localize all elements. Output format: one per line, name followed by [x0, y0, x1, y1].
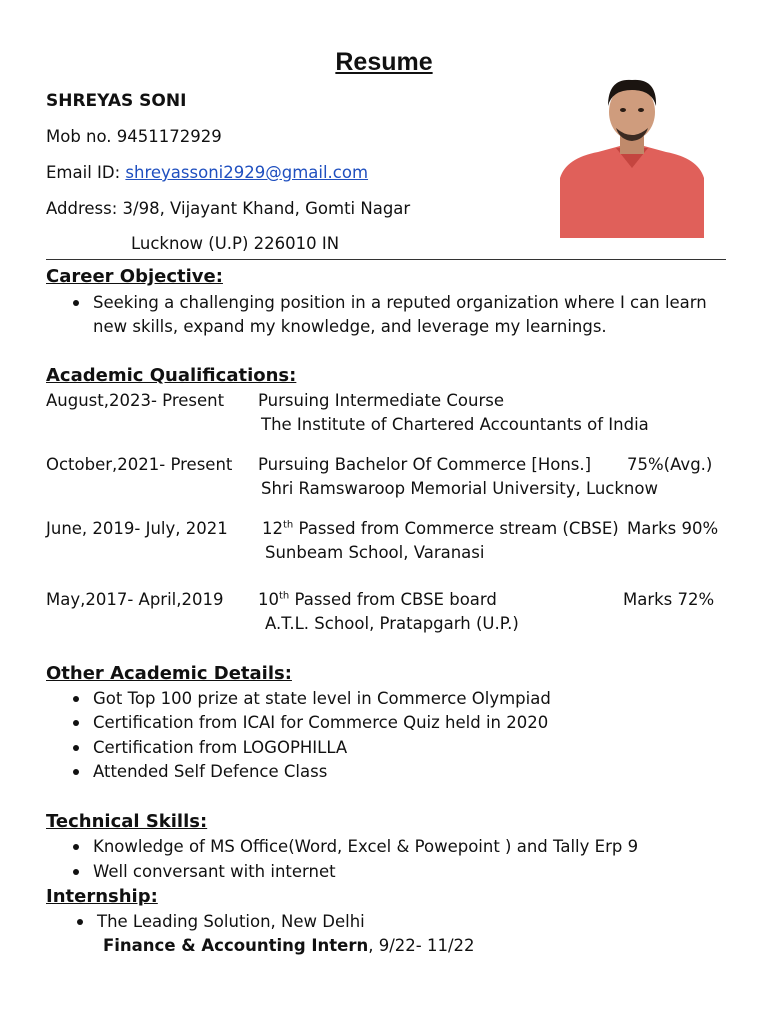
internship-role-line — [103, 936, 475, 956]
list-item: Attended Self Defence Class — [93, 762, 328, 781]
bullet-icon — [73, 745, 79, 751]
resume-title: Resume — [335, 48, 433, 76]
academic-marks: Marks 90% — [627, 519, 719, 538]
academic-period: June, 2019- July, 2021 — [46, 519, 228, 538]
academic-institute: Sunbeam School, Varanasi — [265, 543, 485, 562]
bullet-icon — [73, 300, 79, 306]
academic-institute: A.T.L. School, Pratapgarh (U.P.) — [265, 614, 519, 633]
internship-period: , 9/22- 11/22 — [368, 936, 475, 955]
header-divider — [46, 259, 726, 260]
bullet-icon — [77, 919, 83, 925]
list-item: Well conversant with internet — [93, 862, 336, 881]
course-text: Passed from Commerce stream (CBSE) — [293, 519, 619, 538]
bullet-icon — [73, 696, 79, 702]
academic-qualifications-heading: Academic Qualifications: — [46, 365, 297, 386]
list-item: Certification from ICAI for Commerce Quiz held in 2020 — [93, 713, 549, 732]
email-link[interactable]: shreyassoni2929@gmail.com — [125, 163, 369, 182]
academic-marks: Marks 72% — [623, 590, 715, 609]
email-line — [46, 163, 368, 183]
academic-institute: The Institute of Chartered Accountants of India — [261, 415, 649, 434]
academic-course — [262, 519, 619, 539]
profile-photo — [560, 76, 704, 238]
technical-skills-heading: Technical Skills: — [46, 811, 208, 832]
course-number: 10 — [258, 590, 279, 609]
bullet-icon — [73, 720, 79, 726]
academic-course: Pursuing Intermediate Course — [258, 391, 505, 410]
academic-course — [258, 590, 497, 610]
course-ordinal: th — [283, 519, 294, 531]
internship-heading: Internship: — [46, 886, 158, 907]
mobile-number: Mob no. 9451172929 — [46, 127, 222, 146]
academic-period: October,2021- Present — [46, 455, 233, 474]
course-text: Passed from CBSE board — [289, 590, 497, 609]
academic-marks: 75%(Avg.) — [627, 455, 713, 474]
career-objective-heading: Career Objective: — [46, 266, 223, 287]
address-line-1: Address: 3/98, Vijayant Khand, Gomti Nagar — [46, 199, 411, 218]
bullet-icon — [73, 844, 79, 850]
candidate-name: SHREYAS SONI — [46, 91, 187, 111]
internship-company: The Leading Solution, New Delhi — [97, 912, 365, 931]
list-item: Knowledge of MS Office(Word, Excel & Powepoint ) and Tally Erp 9 — [93, 837, 639, 856]
address-line-2: Lucknow (U.P) 226010 IN — [131, 234, 340, 253]
academic-course: Pursuing Bachelor Of Commerce [Hons.] — [258, 455, 592, 474]
course-ordinal: th — [279, 590, 290, 602]
list-item: Got Top 100 prize at state level in Commerce Olympiad — [93, 689, 551, 708]
academic-institute: Shri Ramswaroop Memorial University, Lucknow — [261, 479, 658, 498]
academic-period: August,2023- Present — [46, 391, 225, 410]
career-objective-line-2: new skills, expand my knowledge, and leverage my learnings. — [93, 317, 607, 336]
other-academic-details-heading: Other Academic Details: — [46, 663, 292, 684]
course-number: 12 — [262, 519, 283, 538]
internship-role: Finance & Accounting Intern — [103, 936, 369, 955]
career-objective-line-1: Seeking a challenging position in a reputed organization where I can learn — [93, 293, 707, 312]
academic-period: May,2017- April,2019 — [46, 590, 224, 609]
email-label: Email ID: — [46, 163, 126, 182]
bullet-icon — [73, 769, 79, 775]
bullet-icon — [73, 869, 79, 875]
list-item: Certification from LOGOPHILLA — [93, 738, 348, 757]
